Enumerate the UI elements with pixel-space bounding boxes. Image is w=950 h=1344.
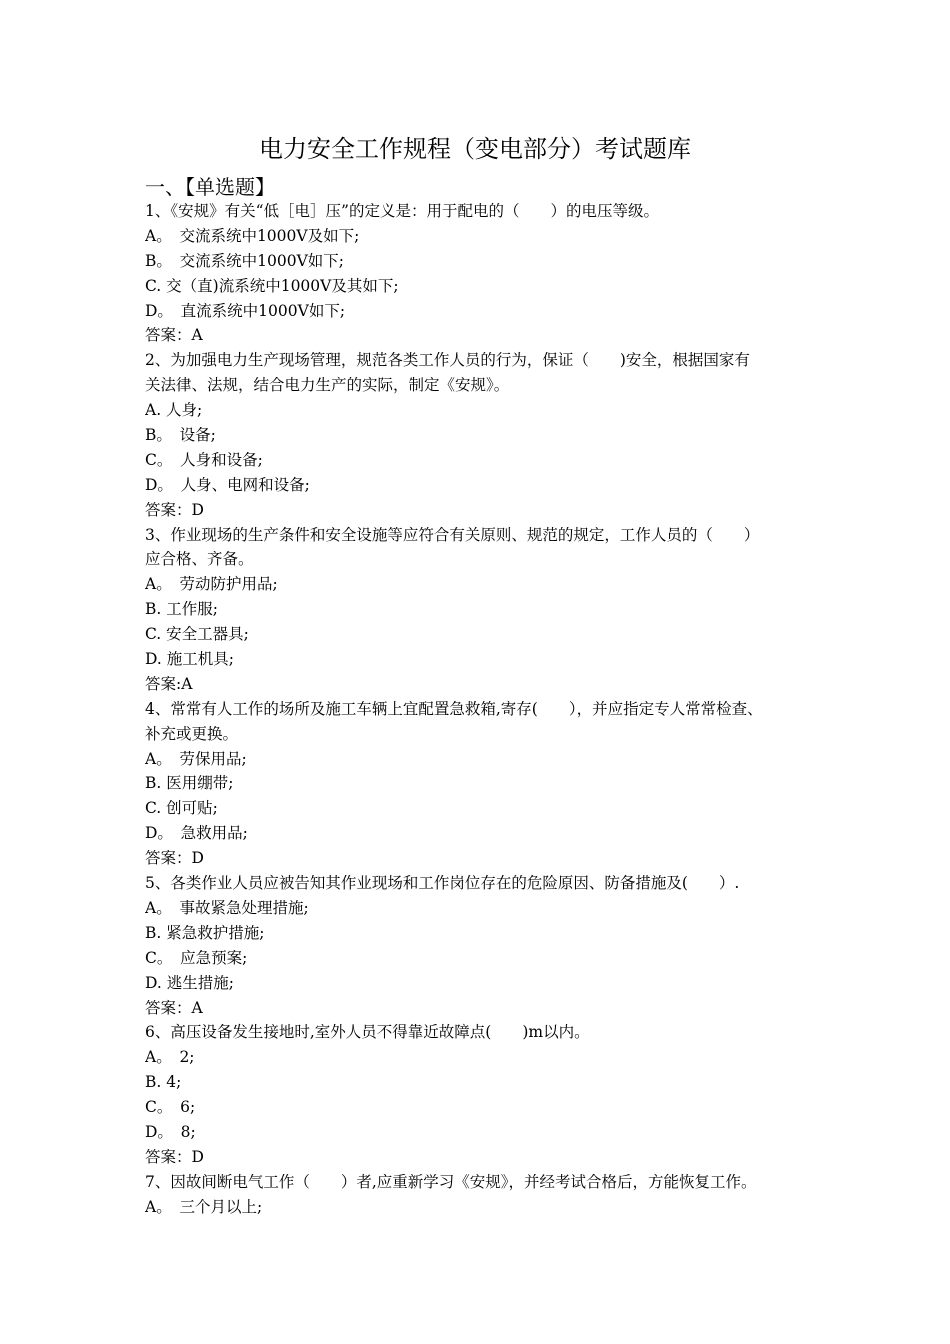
text-line: 答案：D: [145, 1147, 204, 1166]
text-line: 答案：D: [145, 849, 204, 868]
text-line: 4、常常有人工作的场所及施工车辆上宜配置急救箱,寄存( ），并应指定专人常常检查、: [145, 699, 763, 718]
text-line: D。 人身、电网和设备;: [145, 475, 310, 494]
text-line: 6、高压设备发生接地时,室外人员不得靠近故障点( )m以内。: [145, 1023, 590, 1042]
text-line: 答案：A: [145, 998, 203, 1017]
text-line: B。 交流系统中1000V如下;: [145, 251, 345, 270]
text-line: 5、各类作业人员应被告知其作业现场和工作岗位存在的危险原因、防备措施及( ）.: [145, 874, 740, 893]
text-line: D。 8;: [145, 1122, 196, 1141]
text-line: 2、为加强电力生产现场管理，规范各类工作人员的行为，保证（ )安全，根据国家有: [145, 351, 750, 370]
text-line: C. 安全工器具;: [145, 625, 249, 644]
text-line: 补充或更换。: [145, 724, 239, 743]
text-line: A。 劳保用品;: [145, 749, 247, 768]
text-line: B. 4;: [145, 1073, 182, 1092]
text-line: C。 6;: [145, 1098, 196, 1117]
text-line: A。 事故紧急处理措施;: [145, 898, 309, 917]
text-line: C。 应急预案;: [145, 948, 248, 967]
text-line: C。 人身和设备;: [145, 450, 263, 469]
text-line: C. 创可贴;: [145, 799, 218, 818]
text-line: A。 劳动防护用品;: [145, 575, 278, 594]
text-line: A. 人身;: [145, 401, 203, 420]
text-line: B. 工作服;: [145, 600, 218, 619]
text-line: B。 设备;: [145, 426, 216, 445]
text-line: D。 直流系统中1000V如下;: [145, 301, 346, 320]
text-line: B. 紧急救护措施;: [145, 923, 265, 942]
text-line: D. 施工机具;: [145, 650, 234, 669]
text-line: A。 三个月以上;: [145, 1197, 263, 1216]
text-line: 7、因故间断电气工作（ ）者,应重新学习《安规》，并经考试合格后，方能恢复工作。: [145, 1172, 757, 1191]
text-line: 答案：A: [145, 326, 203, 345]
section-heading: 一、【单选题】: [145, 175, 275, 199]
text-line: 关法律、法规，结合电力生产的实际，制定《安规》。: [145, 376, 510, 395]
text-line: 应合格、齐备。: [145, 550, 254, 569]
text-line: B. 医用绷带;: [145, 774, 234, 793]
text-line: C. 交（直)流系统中1000V及其如下;: [145, 276, 399, 295]
text-line: A。 2;: [145, 1048, 195, 1067]
text-line: 3、作业现场的生产条件和安全设施等应符合有关原则、规范的规定，工作人员的（ ）: [145, 525, 760, 544]
text-line: D. 逃生措施;: [145, 973, 234, 992]
text-line: 答案:A: [145, 674, 193, 693]
document-title: 电力安全工作规程（变电部分）考试题库: [259, 135, 691, 163]
text-line: 答案：D: [145, 500, 204, 519]
text-line: D。 急救用品;: [145, 824, 248, 843]
text-line: A。 交流系统中1000V及如下;: [145, 226, 360, 245]
text-line: 1、《安规》有关“低［电］压”的定义是：用于配电的（ ）的电压等级。: [145, 202, 659, 220]
question-list: [145, 199, 825, 1220]
